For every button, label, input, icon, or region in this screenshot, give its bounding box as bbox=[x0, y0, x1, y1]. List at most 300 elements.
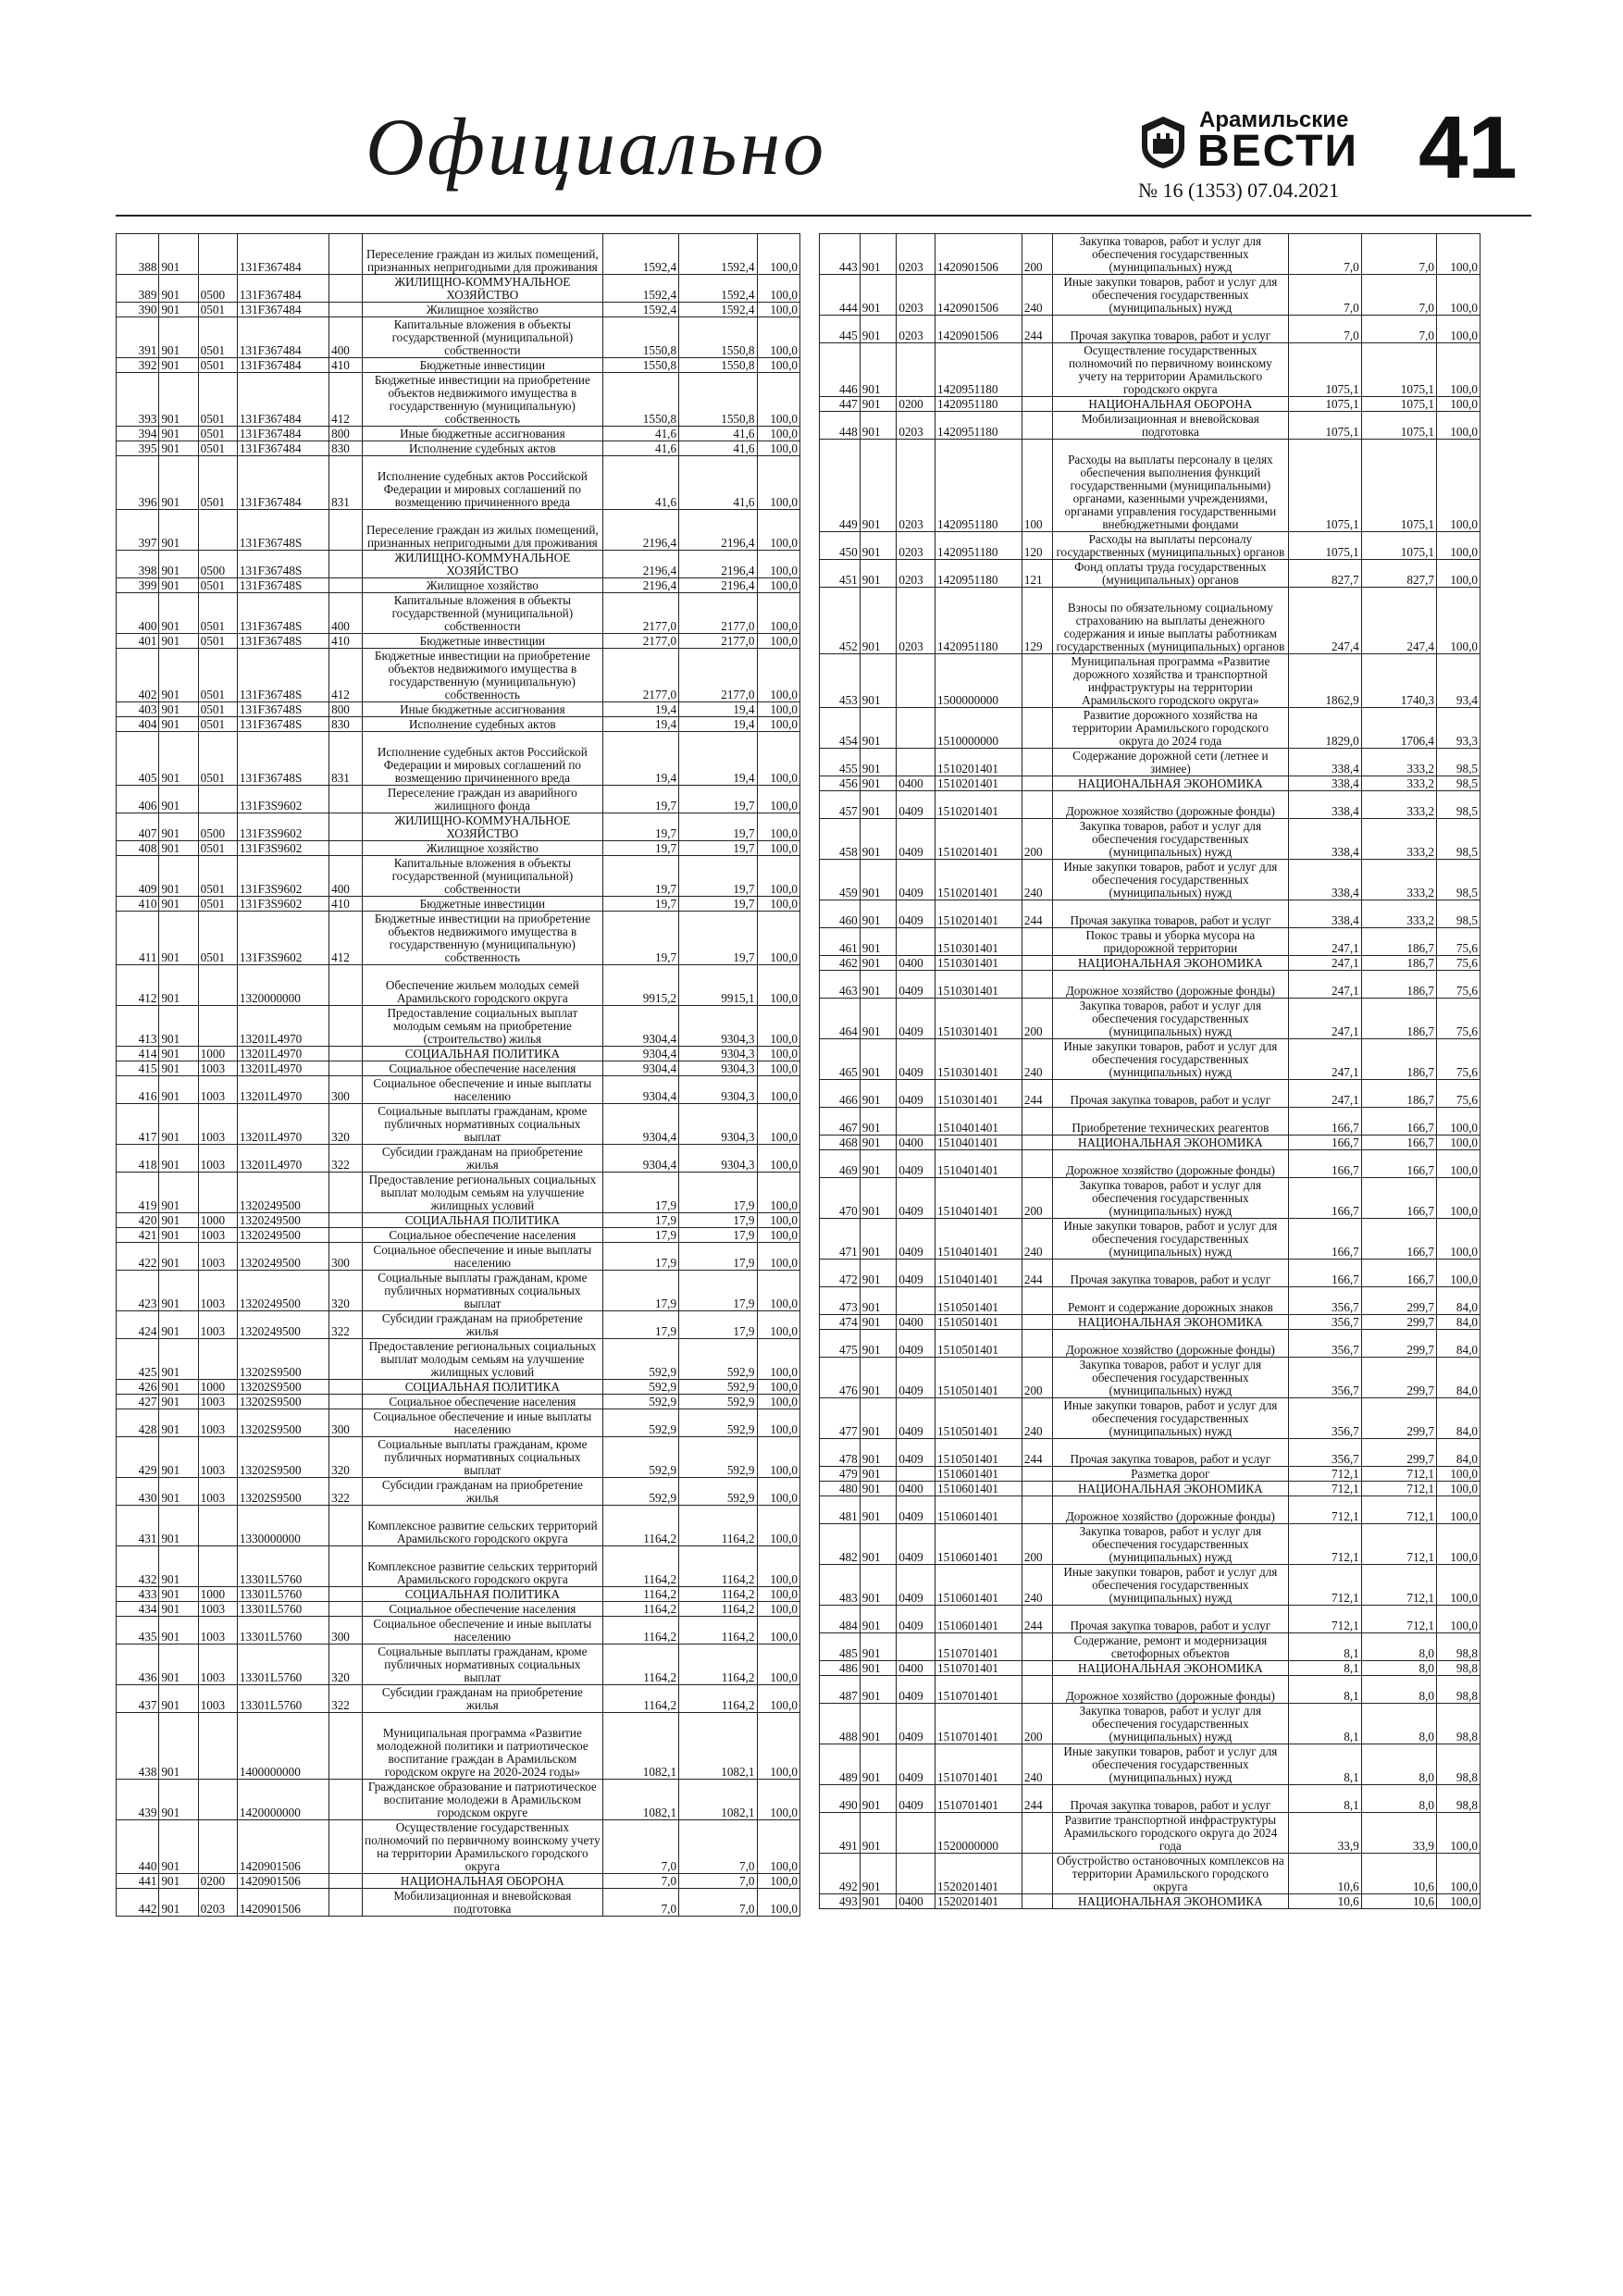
executed-amount: 299,7 bbox=[1361, 1330, 1436, 1358]
target-code: 1510201401 bbox=[935, 900, 1022, 928]
target-code: 1510301401 bbox=[935, 1039, 1022, 1080]
planned-amount: 247,1 bbox=[1288, 1039, 1361, 1080]
admin-code: 901 bbox=[159, 1874, 198, 1889]
table-row bbox=[117, 1780, 800, 1820]
executed-amount: 299,7 bbox=[1361, 1398, 1436, 1439]
left-column bbox=[116, 233, 800, 1917]
execution-percent: 100,0 bbox=[757, 1173, 800, 1213]
planned-amount: 33,9 bbox=[1288, 1813, 1361, 1854]
execution-percent: 100,0 bbox=[1437, 412, 1481, 440]
admin-code: 901 bbox=[159, 1271, 198, 1311]
row-number: 450 bbox=[820, 532, 861, 560]
execution-percent: 100,0 bbox=[757, 317, 800, 358]
executed-amount: 712,1 bbox=[1361, 1524, 1436, 1565]
table-row bbox=[117, 275, 800, 303]
admin-code: 901 bbox=[159, 813, 198, 841]
executed-amount: 1740,3 bbox=[1361, 654, 1436, 708]
admin-code: 901 bbox=[159, 317, 198, 358]
section-code: 0400 bbox=[897, 1315, 935, 1330]
right-table-body bbox=[820, 234, 1481, 1909]
admin-code: 901 bbox=[860, 1524, 897, 1565]
executed-amount: 9304,3 bbox=[679, 1061, 757, 1076]
table-row bbox=[820, 1178, 1481, 1219]
line-item-name: Покос травы и уборка мусора на придорожной территории bbox=[1053, 928, 1288, 956]
planned-amount: 7,0 bbox=[1288, 316, 1361, 343]
execution-percent: 100,0 bbox=[1437, 1178, 1481, 1219]
section-code bbox=[198, 1780, 237, 1820]
table-row bbox=[117, 427, 800, 441]
line-item-name: Социальные выплаты гражданам, кроме публичных нормативных социальных выплат bbox=[363, 1437, 603, 1478]
expense-type bbox=[1022, 1136, 1052, 1150]
executed-amount: 333,2 bbox=[1361, 776, 1436, 791]
execution-percent: 100,0 bbox=[1437, 1496, 1481, 1524]
executed-amount: 19,7 bbox=[679, 813, 757, 841]
row-number: 407 bbox=[117, 813, 159, 841]
admin-code: 901 bbox=[159, 841, 198, 856]
executed-amount: 8,0 bbox=[1361, 1744, 1436, 1785]
execution-percent: 100,0 bbox=[1437, 1606, 1481, 1633]
expense-type: 240 bbox=[1022, 1565, 1052, 1606]
table-row bbox=[820, 1633, 1481, 1661]
line-item-name: Иные закупки товаров, работ и услуг для обеспечения государственных (муниципальных) нужд bbox=[1053, 1565, 1288, 1606]
section-code: 0409 bbox=[897, 1496, 935, 1524]
line-item-name: НАЦИОНАЛЬНАЯ ЭКОНОМИКА bbox=[1053, 1315, 1288, 1330]
executed-amount: 41,6 bbox=[679, 441, 757, 456]
admin-code: 901 bbox=[860, 749, 897, 776]
line-item-name: Прочая закупка товаров, работ и услуг bbox=[1053, 316, 1288, 343]
planned-amount: 41,6 bbox=[602, 456, 678, 510]
admin-code: 901 bbox=[159, 1395, 198, 1409]
table-row bbox=[117, 593, 800, 634]
executed-amount: 9304,3 bbox=[679, 1104, 757, 1145]
line-item-name: Социальное обеспечение населения bbox=[363, 1228, 603, 1243]
row-number: 424 bbox=[117, 1311, 159, 1339]
admin-code: 901 bbox=[159, 1061, 198, 1076]
planned-amount: 1164,2 bbox=[602, 1685, 678, 1713]
row-number: 458 bbox=[820, 819, 861, 860]
section-code: 0409 bbox=[897, 791, 935, 819]
row-number: 486 bbox=[820, 1661, 861, 1676]
admin-code: 901 bbox=[860, 1080, 897, 1108]
expense-type bbox=[1022, 397, 1052, 412]
target-code: 1510601401 bbox=[935, 1467, 1022, 1482]
execution-percent: 75,6 bbox=[1437, 1039, 1481, 1080]
execution-percent: 100,0 bbox=[757, 1820, 800, 1874]
row-number: 423 bbox=[117, 1271, 159, 1311]
table-row bbox=[820, 1439, 1481, 1467]
planned-amount: 166,7 bbox=[1288, 1178, 1361, 1219]
line-item-name: Мобилизационная и вневойсковая подготовка bbox=[1053, 412, 1288, 440]
target-code: 1510601401 bbox=[935, 1482, 1022, 1496]
planned-amount: 1082,1 bbox=[602, 1713, 678, 1780]
line-item-name: Закупка товаров, работ и услуг для обеспечения государственных (муниципальных) нужд bbox=[1053, 1358, 1288, 1398]
row-number: 445 bbox=[820, 316, 861, 343]
execution-percent: 100,0 bbox=[1437, 1524, 1481, 1565]
executed-amount: 7,0 bbox=[1361, 316, 1436, 343]
admin-code: 901 bbox=[159, 234, 198, 275]
admin-code: 901 bbox=[159, 1889, 198, 1917]
table-row bbox=[820, 440, 1481, 532]
planned-amount: 1862,9 bbox=[1288, 654, 1361, 708]
planned-amount: 338,4 bbox=[1288, 791, 1361, 819]
executed-amount: 299,7 bbox=[1361, 1315, 1436, 1330]
section-code: 0501 bbox=[198, 317, 237, 358]
execution-percent: 84,0 bbox=[1437, 1398, 1481, 1439]
line-item-name: СОЦИАЛЬНАЯ ПОЛИТИКА bbox=[363, 1587, 603, 1602]
expense-type bbox=[329, 841, 363, 856]
line-item-name: Иные закупки товаров, работ и услуг для обеспечения государственных (муниципальных) нужд bbox=[1053, 860, 1288, 900]
expense-type bbox=[329, 303, 363, 317]
target-code: 13301L5760 bbox=[237, 1644, 328, 1685]
execution-percent: 75,6 bbox=[1437, 928, 1481, 956]
line-item-name: НАЦИОНАЛЬНАЯ ЭКОНОМИКА bbox=[1053, 1894, 1288, 1909]
line-item-name: ЖИЛИЩНО-КОММУНАЛЬНОЕ ХОЗЯЙСТВО bbox=[363, 275, 603, 303]
expense-type: 200 bbox=[1022, 1358, 1052, 1398]
section-code: 0400 bbox=[897, 1894, 935, 1909]
line-item-name: Прочая закупка товаров, работ и услуг bbox=[1053, 1260, 1288, 1287]
target-code: 1320249500 bbox=[237, 1311, 328, 1339]
right-column bbox=[819, 233, 1481, 1909]
section-code bbox=[198, 965, 237, 1006]
row-number: 438 bbox=[117, 1713, 159, 1780]
table-row bbox=[117, 1478, 800, 1506]
admin-code: 901 bbox=[860, 1704, 897, 1744]
target-code: 1420901506 bbox=[237, 1874, 328, 1889]
section-code: 0409 bbox=[897, 900, 935, 928]
line-item-name: Закупка товаров, работ и услуг для обеспечения государственных (муниципальных) нужд bbox=[1053, 234, 1288, 275]
row-number: 470 bbox=[820, 1178, 861, 1219]
execution-percent: 100,0 bbox=[757, 649, 800, 702]
admin-code: 901 bbox=[860, 1633, 897, 1661]
executed-amount: 1075,1 bbox=[1361, 440, 1436, 532]
execution-percent: 100,0 bbox=[757, 1380, 800, 1395]
planned-amount: 338,4 bbox=[1288, 900, 1361, 928]
line-item-name: Дорожное хозяйство (дорожные фонды) bbox=[1053, 1676, 1288, 1704]
admin-code: 901 bbox=[860, 1398, 897, 1439]
section-code: 1000 bbox=[198, 1047, 237, 1061]
expense-type: 244 bbox=[1022, 1606, 1052, 1633]
executed-amount: 8,0 bbox=[1361, 1785, 1436, 1813]
row-number: 403 bbox=[117, 702, 159, 717]
line-item-name: Субсидии гражданам на приобретение жилья bbox=[363, 1145, 603, 1173]
admin-code: 901 bbox=[860, 412, 897, 440]
expense-type: 200 bbox=[1022, 1524, 1052, 1565]
section-code: 1003 bbox=[198, 1104, 237, 1145]
expense-type bbox=[329, 1820, 363, 1874]
table-row bbox=[820, 1136, 1481, 1150]
row-number: 492 bbox=[820, 1854, 861, 1894]
execution-percent: 100,0 bbox=[1437, 440, 1481, 532]
executed-amount: 592,9 bbox=[679, 1437, 757, 1478]
target-code: 1510301401 bbox=[935, 1080, 1022, 1108]
section-code bbox=[198, 510, 237, 551]
expense-type: 240 bbox=[1022, 1039, 1052, 1080]
executed-amount: 8,0 bbox=[1361, 1633, 1436, 1661]
line-item-name: Иные закупки товаров, работ и услуг для обеспечения государственных (муниципальных) нужд bbox=[1053, 1744, 1288, 1785]
line-item-name: Разметка дорог bbox=[1053, 1467, 1288, 1482]
line-item-name: НАЦИОНАЛЬНАЯ ЭКОНОМИКА bbox=[1053, 956, 1288, 971]
expense-type: 830 bbox=[329, 441, 363, 456]
target-code: 1420951180 bbox=[935, 588, 1022, 654]
executed-amount: 41,6 bbox=[679, 427, 757, 441]
line-item-name: Исполнение судебных актов Российской Федерации и мировых соглашений по возмещению причиненного вреда bbox=[363, 456, 603, 510]
table-row bbox=[820, 1398, 1481, 1439]
planned-amount: 1164,2 bbox=[602, 1587, 678, 1602]
executed-amount: 2177,0 bbox=[679, 649, 757, 702]
table-row bbox=[117, 1602, 800, 1617]
planned-amount: 2177,0 bbox=[602, 649, 678, 702]
expense-type: 831 bbox=[329, 456, 363, 510]
expense-type bbox=[329, 786, 363, 813]
execution-percent: 75,6 bbox=[1437, 1080, 1481, 1108]
planned-amount: 166,7 bbox=[1288, 1219, 1361, 1260]
row-number: 427 bbox=[117, 1395, 159, 1409]
row-number: 484 bbox=[820, 1606, 861, 1633]
admin-code: 901 bbox=[860, 1661, 897, 1676]
table-row bbox=[117, 358, 800, 373]
table-row bbox=[820, 749, 1481, 776]
planned-amount: 338,4 bbox=[1288, 776, 1361, 791]
execution-percent: 100,0 bbox=[1437, 1136, 1481, 1150]
executed-amount: 9304,3 bbox=[679, 1006, 757, 1047]
section-code: 0203 bbox=[198, 1889, 237, 1917]
admin-code: 901 bbox=[860, 1676, 897, 1704]
row-number: 477 bbox=[820, 1398, 861, 1439]
row-number: 388 bbox=[117, 234, 159, 275]
row-number: 411 bbox=[117, 912, 159, 965]
table-row bbox=[820, 928, 1481, 956]
row-number: 493 bbox=[820, 1894, 861, 1909]
target-code: 131F367484 bbox=[237, 441, 328, 456]
target-code: 131F36748S bbox=[237, 702, 328, 717]
target-code: 1510601401 bbox=[935, 1524, 1022, 1565]
admin-code: 901 bbox=[860, 1219, 897, 1260]
table-row bbox=[117, 1243, 800, 1271]
executed-amount: 7,0 bbox=[679, 1889, 757, 1917]
expense-type: 320 bbox=[329, 1271, 363, 1311]
expense-type: 200 bbox=[1022, 999, 1052, 1039]
section-code: 0501 bbox=[198, 373, 237, 427]
executed-amount: 166,7 bbox=[1361, 1260, 1436, 1287]
coat-of-arms-icon bbox=[1138, 113, 1188, 170]
executed-amount: 1164,2 bbox=[679, 1685, 757, 1713]
execution-percent: 100,0 bbox=[757, 1409, 800, 1437]
section-code: 0501 bbox=[198, 634, 237, 649]
target-code: 1520201401 bbox=[935, 1854, 1022, 1894]
section-code: 0409 bbox=[897, 1080, 935, 1108]
section-code bbox=[897, 1633, 935, 1661]
executed-amount: 333,2 bbox=[1361, 819, 1436, 860]
target-code: 131F36748S bbox=[237, 510, 328, 551]
admin-code: 901 bbox=[860, 1039, 897, 1080]
target-code: 1420951180 bbox=[935, 560, 1022, 588]
target-code: 1520000000 bbox=[935, 1813, 1022, 1854]
execution-percent: 100,0 bbox=[757, 427, 800, 441]
planned-amount: 166,7 bbox=[1288, 1108, 1361, 1136]
section-code: 0501 bbox=[198, 856, 237, 897]
expense-type bbox=[1022, 971, 1052, 999]
planned-amount: 7,0 bbox=[1288, 234, 1361, 275]
executed-amount: 1592,4 bbox=[679, 275, 757, 303]
section-code: 0409 bbox=[897, 1439, 935, 1467]
planned-amount: 1550,8 bbox=[602, 358, 678, 373]
section-code bbox=[198, 786, 237, 813]
planned-amount: 1164,2 bbox=[602, 1506, 678, 1546]
issue-info: № 16 (1353) 07.04.2021 bbox=[1138, 179, 1340, 202]
target-code: 1510401401 bbox=[935, 1260, 1022, 1287]
row-number: 435 bbox=[117, 1617, 159, 1644]
expense-type: 240 bbox=[1022, 860, 1052, 900]
row-number: 464 bbox=[820, 999, 861, 1039]
row-number: 432 bbox=[117, 1546, 159, 1587]
target-code: 13202S9500 bbox=[237, 1409, 328, 1437]
row-number: 391 bbox=[117, 317, 159, 358]
expense-type bbox=[1022, 776, 1052, 791]
target-code: 1510601401 bbox=[935, 1496, 1022, 1524]
execution-percent: 100,0 bbox=[1437, 397, 1481, 412]
execution-percent: 98,8 bbox=[1437, 1785, 1481, 1813]
executed-amount: 333,2 bbox=[1361, 791, 1436, 819]
expense-type bbox=[329, 1506, 363, 1546]
target-code: 131F3S9602 bbox=[237, 897, 328, 912]
execution-percent: 98,5 bbox=[1437, 819, 1481, 860]
section-code bbox=[198, 1713, 237, 1780]
expense-type: 412 bbox=[329, 373, 363, 427]
expense-type bbox=[1022, 1854, 1052, 1894]
line-item-name: СОЦИАЛЬНАЯ ПОЛИТИКА bbox=[363, 1380, 603, 1395]
executed-amount: 2177,0 bbox=[679, 634, 757, 649]
line-item-name: Прочая закупка товаров, работ и услуг bbox=[1053, 900, 1288, 928]
section-code: 1003 bbox=[198, 1437, 237, 1478]
expense-type: 322 bbox=[329, 1145, 363, 1173]
table-row bbox=[820, 999, 1481, 1039]
target-code: 13201L4970 bbox=[237, 1047, 328, 1061]
section-code bbox=[198, 234, 237, 275]
executed-amount: 1164,2 bbox=[679, 1506, 757, 1546]
target-code: 131F36748S bbox=[237, 593, 328, 634]
table-row bbox=[820, 343, 1481, 397]
admin-code: 901 bbox=[860, 275, 897, 316]
executed-amount: 9304,3 bbox=[679, 1076, 757, 1104]
target-code: 131F367484 bbox=[237, 373, 328, 427]
admin-code: 901 bbox=[860, 1330, 897, 1358]
executed-amount: 1164,2 bbox=[679, 1587, 757, 1602]
planned-amount: 247,1 bbox=[1288, 956, 1361, 971]
planned-amount: 1164,2 bbox=[602, 1546, 678, 1587]
line-item-name: Предоставление региональных социальных выплат молодым семьям на улучшение жилищных условий bbox=[363, 1173, 603, 1213]
row-number: 395 bbox=[117, 441, 159, 456]
line-item-name: ЖИЛИЩНО-КОММУНАЛЬНОЕ ХОЗЯЙСТВО bbox=[363, 551, 603, 578]
execution-percent: 100,0 bbox=[757, 1713, 800, 1780]
execution-percent: 98,5 bbox=[1437, 791, 1481, 819]
planned-amount: 7,0 bbox=[1288, 275, 1361, 316]
executed-amount: 1164,2 bbox=[679, 1602, 757, 1617]
section-code: 1003 bbox=[198, 1685, 237, 1713]
expense-type: 300 bbox=[329, 1243, 363, 1271]
section-code: 0200 bbox=[897, 397, 935, 412]
table-row bbox=[820, 1606, 1481, 1633]
row-number: 488 bbox=[820, 1704, 861, 1744]
table-row bbox=[117, 1506, 800, 1546]
line-item-name: Гражданское образование и патриотическое воспитание молодежи в Арамильском городском округе bbox=[363, 1780, 603, 1820]
line-item-name: Капитальные вложения в объекты государственной (муниципальной) собственности bbox=[363, 317, 603, 358]
execution-percent: 98,5 bbox=[1437, 749, 1481, 776]
expense-type: 240 bbox=[1022, 1219, 1052, 1260]
executed-amount: 827,7 bbox=[1361, 560, 1436, 588]
expense-type: 412 bbox=[329, 649, 363, 702]
section-code bbox=[198, 1006, 237, 1047]
execution-percent: 100,0 bbox=[1437, 1219, 1481, 1260]
section-code: 0501 bbox=[198, 732, 237, 786]
admin-code: 901 bbox=[159, 1644, 198, 1685]
expense-type: 200 bbox=[1022, 234, 1052, 275]
planned-amount: 356,7 bbox=[1288, 1287, 1361, 1315]
expense-type bbox=[329, 813, 363, 841]
admin-code: 901 bbox=[159, 303, 198, 317]
row-number: 448 bbox=[820, 412, 861, 440]
section-code: 0409 bbox=[897, 1398, 935, 1439]
section-code: 1003 bbox=[198, 1478, 237, 1506]
table-row bbox=[820, 708, 1481, 749]
planned-amount: 19,7 bbox=[602, 897, 678, 912]
executed-amount: 712,1 bbox=[1361, 1467, 1436, 1482]
line-item-name: Социальное обеспечение и иные выплаты населению bbox=[363, 1409, 603, 1437]
line-item-name: Закупка товаров, работ и услуг для обеспечения государственных (муниципальных) нужд bbox=[1053, 819, 1288, 860]
execution-percent: 100,0 bbox=[1437, 1894, 1481, 1909]
executed-amount: 186,7 bbox=[1361, 999, 1436, 1039]
line-item-name: СОЦИАЛЬНАЯ ПОЛИТИКА bbox=[363, 1047, 603, 1061]
expense-type bbox=[1022, 956, 1052, 971]
execution-percent: 100,0 bbox=[757, 1145, 800, 1173]
planned-amount: 166,7 bbox=[1288, 1260, 1361, 1287]
admin-code: 901 bbox=[159, 732, 198, 786]
target-code: 1420951180 bbox=[935, 440, 1022, 532]
expense-type: 300 bbox=[329, 1409, 363, 1437]
target-code: 1510701401 bbox=[935, 1785, 1022, 1813]
admin-code: 901 bbox=[860, 1854, 897, 1894]
admin-code: 901 bbox=[159, 634, 198, 649]
table-row bbox=[117, 1409, 800, 1437]
section-code bbox=[198, 1546, 237, 1587]
row-number: 473 bbox=[820, 1287, 861, 1315]
row-number: 461 bbox=[820, 928, 861, 956]
line-item-name: Обеспечение жильем молодых семей Арамильского городского округа bbox=[363, 965, 603, 1006]
line-item-name: Прочая закупка товаров, работ и услуг bbox=[1053, 1785, 1288, 1813]
expense-type: 244 bbox=[1022, 900, 1052, 928]
expense-type bbox=[1022, 1287, 1052, 1315]
target-code: 1510501401 bbox=[935, 1439, 1022, 1467]
section-code bbox=[897, 654, 935, 708]
table-row bbox=[820, 275, 1481, 316]
header-rule bbox=[116, 215, 1531, 217]
planned-amount: 7,0 bbox=[602, 1820, 678, 1874]
section-code: 0409 bbox=[897, 1524, 935, 1565]
planned-amount: 7,0 bbox=[602, 1874, 678, 1889]
planned-amount: 712,1 bbox=[1288, 1496, 1361, 1524]
target-code: 1510601401 bbox=[935, 1606, 1022, 1633]
target-code: 13301L5760 bbox=[237, 1617, 328, 1644]
target-code: 131F36748S bbox=[237, 551, 328, 578]
executed-amount: 592,9 bbox=[679, 1395, 757, 1409]
section-code: 0409 bbox=[897, 1039, 935, 1080]
planned-amount: 7,0 bbox=[602, 1889, 678, 1917]
section-code: 0203 bbox=[897, 316, 935, 343]
table-row bbox=[117, 634, 800, 649]
target-code: 1510301401 bbox=[935, 956, 1022, 971]
table-row bbox=[117, 1587, 800, 1602]
section-code: 1003 bbox=[198, 1271, 237, 1311]
line-item-name: Социальное обеспечение и иные выплаты населению bbox=[363, 1076, 603, 1104]
